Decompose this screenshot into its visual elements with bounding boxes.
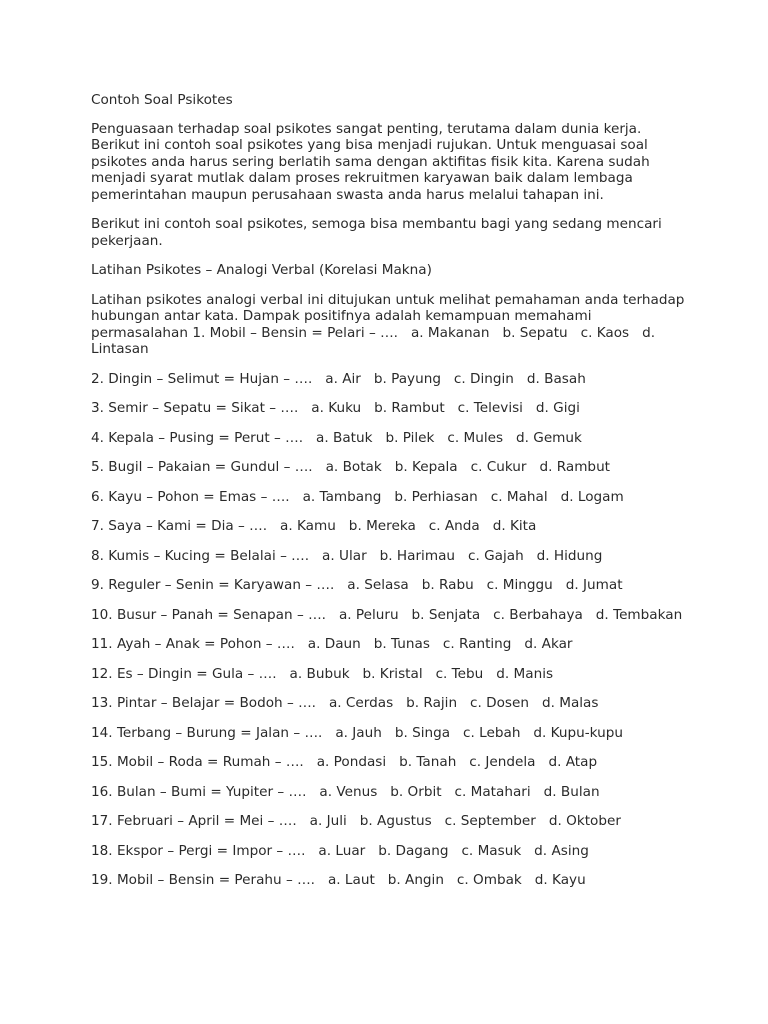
- section-intro: Latihan psikotes analogi verbal ini ditujukan untuk melihat pemahaman anda terhadap hubungan antar kata. Dampak positifnya adalah kemampuan memahami permasalahan 1. Mobil – Bensin = Pelari – …. a. Makanan b. Sepatu c. Kaos d. Lintasan: [91, 291, 689, 357]
- question-item: 8. Kumis – Kucing = Belalai – …. a. Ular b. Harimau c. Gajah d. Hidung: [91, 547, 603, 564]
- document-page: [91, 92, 691, 902]
- question-item: 6. Kayu – Pohon = Emas – …. a. Tambang b. Perhiasan c. Mahal d. Logam: [91, 488, 624, 505]
- question-item: 9. Reguler – Senin = Karyawan – …. a. Selasa b. Rabu c. Minggu d. Jumat: [91, 577, 623, 593]
- question-item: 7. Saya – Kami = Dia – …. a. Kamu b. Mereka c. Anda d. Kita: [91, 518, 537, 534]
- question-item: 3. Semir – Sepatu = Sikat – …. a. Kuku b. Rambut c. Televisi d. Gigi: [91, 400, 580, 416]
- question-item: 15. Mobil – Roda = Rumah – …. a. Pondasi b. Tanah c. Jendela d. Atap: [91, 754, 598, 770]
- document-title: Contoh Soal Psikotes: [91, 92, 233, 108]
- second-paragraph: Berikut ini contoh soal psikotes, semoga bisa membantu bagi yang sedang mencari pekerjaan.: [91, 216, 667, 249]
- question-item: 10. Busur – Panah = Senapan – …. a. Peluru b. Senjata c. Berbahaya d. Tembakan: [91, 606, 683, 623]
- question-item: 12. Es – Dingin = Gula – …. a. Bubuk b. Kristal c. Tebu d. Manis: [91, 665, 554, 682]
- question-item: 4. Kepala – Pusing = Perut – …. a. Batuk b. Pilek c. Mules d. Gemuk: [91, 429, 582, 446]
- question-item: 17. Februari – April = Mei – …. a. Juli b. Agustus c. September d. Oktober: [91, 813, 621, 829]
- question-item: 14. Terbang – Burung = Jalan – …. a. Jauh b. Singa c. Lebah d. Kupu-kupu: [91, 724, 623, 741]
- question-item: 16. Bulan – Bumi = Yupiter – …. a. Venus b. Orbit c. Matahari d. Bulan: [91, 783, 600, 800]
- question-item: 18. Ekspor – Pergi = Impor – …. a. Luar b. Dagang c. Masuk d. Asing: [91, 842, 589, 859]
- intro-paragraph: Penguasaan terhadap soal psikotes sangat penting, terutama dalam dunia kerja. Berikut ini contoh soal psikotes yang bisa menjadi rujukan. Untuk menguasai soal psikotes anda harus sering berlatih sama dengan aktifitas fisik kita. Karena sudah menjadi syarat mutlak dalam proses rekruitmen karyawan baik dalam lembaga pemerintahan maupun perusahaan swasta anda harus melalui tahapan ini.: [91, 120, 655, 203]
- question-list: [91, 371, 691, 889]
- question-item: 19. Mobil – Bensin = Perahu – …. a. Laut b. Angin c. Ombak d. Kayu: [91, 872, 586, 888]
- question-item: 13. Pintar – Belajar = Bodoh – …. a. Cerdas b. Rajin c. Dosen d. Malas: [91, 695, 599, 711]
- question-item: 11. Ayah – Anak = Pohon – …. a. Daun b. Tunas c. Ranting d. Akar: [91, 636, 573, 652]
- question-item: 5. Bugil – Pakaian = Gundul – …. a. Botak b. Kepala c. Cukur d. Rambut: [91, 459, 611, 475]
- question-item: 2. Dingin – Selimut = Hujan – …. a. Air b. Payung c. Dingin d. Basah: [91, 370, 586, 387]
- section-heading: Latihan Psikotes – Analogi Verbal (Korelasi Makna): [91, 262, 432, 278]
